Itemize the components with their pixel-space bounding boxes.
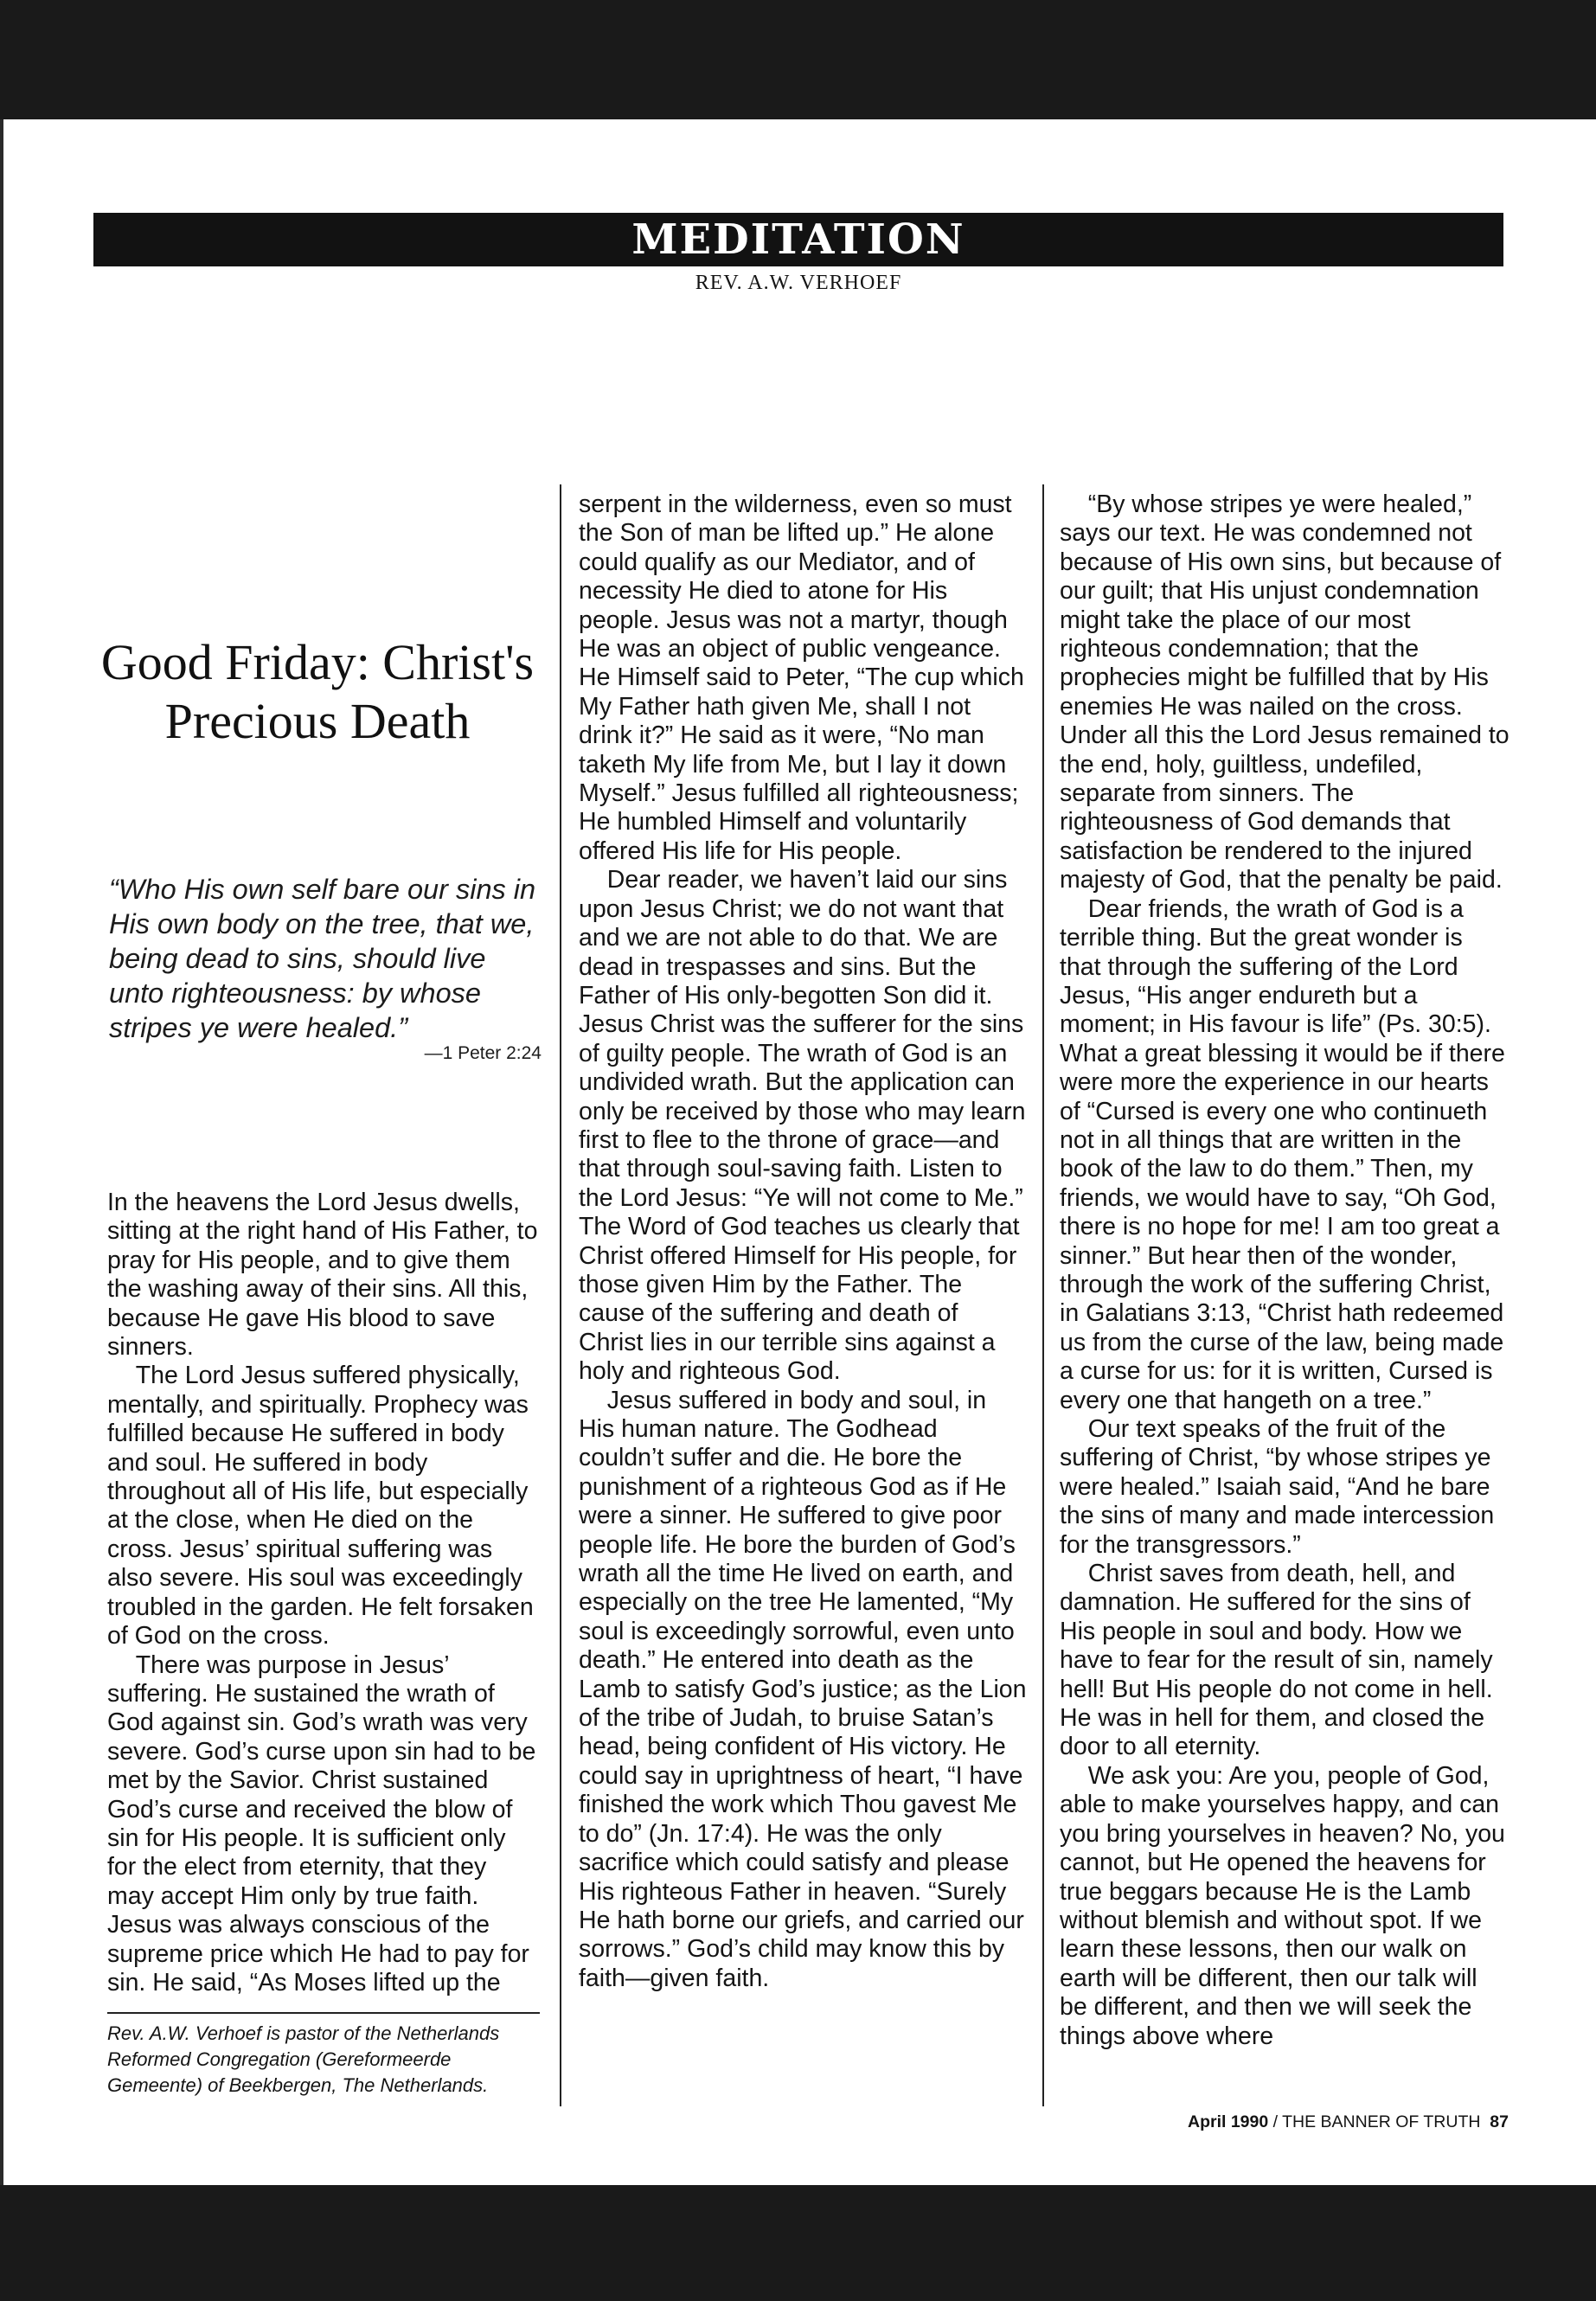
- paragraph: Christ saves from death, hell, and damnation. He suffered for the sins of His people in soul and body. How we have to fear for the result of sin, namely hell! But His people do not come in hell. He was in hell for them, and closed the door to all eternity.: [1060, 1560, 1493, 1761]
- publication-name: THE BANNER OF TRUTH: [1282, 2112, 1481, 2131]
- paragraph: Dear reader, we haven’t laid our sins upon Jesus Christ; we do not want that and we are not able to do that. We are dead in trespasses and sins. But the Father of His only-begotten Son did it. Jesus Christ was the sufferer for the sins of guilty people. The wrath of God is an undivided wrath. But the application can only be received by those who may learn first to flee to the throne of grace—and that through soul-saving faith. Listen to the Lord Jesus: “Ye will not come to Me.” The Word of God teaches us clearly that Christ offered Himself for His people, for those given Him by the Father. The cause of the suffering and death of Christ lies in our terrible sins against a holy and righteous God.: [579, 866, 1026, 1386]
- scan-border-top: [0, 0, 1596, 119]
- paragraph: Our text speaks of the fruit of the suffering of Christ, “by whose stripes ye were healed.” Isaiah said, “And he bare the sins of many and made intercession for the transgressors.”: [1060, 1415, 1495, 1559]
- epigraph-reference: —1 Peter 2:24: [424, 1043, 542, 1063]
- author-note-rule: [107, 2012, 540, 2014]
- scan-border-bottom: [0, 2185, 1596, 2301]
- paragraph: serpent in the wilderness, even so must the Son of man be lifted up.” He alone could qualify as our Mediator, and of necessity He died to atone for His people. Jesus was not a martyr, though He was an object of public vengeance. He Himself said to Peter, “The cup which My Father hath given Me, shall I not drink it?” He said as it were, “No man taketh My life from Me, but I lay it down Myself.” Jesus fulfilled all righteousness; He humbled Himself and voluntarily offered His life for His people.: [579, 490, 1024, 865]
- footer-separator: /: [1268, 2112, 1283, 2131]
- page-number: 87: [1490, 2112, 1509, 2131]
- article-title: Good Friday: Christ's Precious Death: [100, 634, 535, 749]
- column-divider: [1042, 484, 1044, 2106]
- page-footer: [1142, 2112, 1509, 2132]
- author-byline: REV. A.W. VERHOEF: [695, 272, 902, 294]
- body-column-1: [107, 1189, 540, 1997]
- epigraph-verse: “Who His own self bare our sins in His own body on the tree, that we, being dead to sins, should live unto righteousness: by whose stripes ye were healed.”: [109, 874, 536, 1043]
- issue-date: April 1990: [1188, 2112, 1269, 2131]
- body-column-3: [1060, 490, 1509, 2051]
- column-divider: [560, 484, 561, 2106]
- paragraph: There was purpose in Jesus’ suffering. He sustained the wrath of God against sin. God’s wrath was very severe. God’s curse upon sin had to be met by the Savior. Christ sustained God’s curse and received the blow of sin for His people. It is sufficient only for the elect from eternity, that they may accept Him only by true faith. Jesus was always conscious of the supreme price which He had to pay for sin. He said, “As Moses lifted up the: [107, 1650, 536, 1997]
- paragraph: “By whose stripes ye were healed,” says our text. He was condemned not because of His own sins, but because of our guilt; that His unjust condemnation might take the place of our most righteous condemnation; that the prophecies might be fulfilled that by His enemies He was nailed on the cross. Under all this the Lord Jesus remained to the end, holy, guiltless, undefiled, separate from sinners. The righteousness of God demands that satisfaction be rendered to the injured majesty of God, that the penalty be paid.: [1060, 490, 1509, 894]
- scan-border-left: [0, 119, 3, 2185]
- paragraph: Dear friends, the wrath of God is a terrible thing. But the great wonder is that through the suffering of the Lord Jesus, “His anger endureth but a moment; in His favour is life” (Ps. 30:5). What a great blessing it would be if there were more the experience in our hearts of “Cursed is every one who continueth not in all things that are written in the book of the law to do them.” Then, my friends, we would have to say, “Oh God, there is no hope for me! I am too great a sinner.” But hear then of the wonder, through the work of the suffering Christ, in Galatians 3:13, “Christ hath redeemed us from the curse of the law, being made a curse for us: for it is written, Cursed is every one that hangeth on a tree.”: [1060, 894, 1505, 1414]
- paragraph: Jesus suffered in body and soul, in His human nature. The Godhead couldn’t suffer and die. He bore the punishment of a righteous God as if He were a sinner. He suffered to give poor people life. He bore the burden of God’s wrath all the time He lived on earth, and especially on the tree He lamented, “My soul is exceedingly sorrowful, even unto death.” He entered into death as the Lamb to satisfy God’s justice; as the Lion of the tribe of Judah, to bruise Satan’s head, being confident of His victory. He could say in uprightness of heart, “I have finished the work which Thou gavest Me to do” (Jn. 17:4). He was the only sacrifice which could satisfy and please His righteous Father in heaven. “Surely He hath borne our griefs, and carried our sorrows.” God’s child may know this by faith—given faith.: [579, 1386, 1027, 1992]
- author-note: Rev. A.W. Verhoef is pastor of the Netherlands Reformed Congregation (Gereformeerde Gemeente) of Beekbergen, The Netherlands.: [107, 2022, 500, 2096]
- section-title: MEDITATION: [631, 215, 965, 264]
- section-banner: [93, 213, 1503, 266]
- body-column-2: [579, 490, 1029, 1993]
- paragraph: We ask you: Are you, people of God, able to make yourselves happy, and can you bring yourselves in heaven? No, you cannot, but He opened the heavens for true beggars because He is the Lamb without blemish and without spot. If we learn these lessons, then our walk on earth will be different, then our talk will be different, and then we will seek the things above where: [1060, 1761, 1505, 2050]
- paragraph: In the heavens the Lord Jesus dwells, sitting at the right hand of His Father, to pray for His people, and to give them the washing away of their sins. All this, because He gave His blood to save sinners.: [107, 1189, 538, 1362]
- paragraph: The Lord Jesus suffered physically, mentally, and spiritually. Prophecy was fulfilled because He suffered in body and soul. He suffered in body throughout all of His life, but especially at the close, when He died on the cross. Jesus’ spiritual suffering was also severe. His soul was exceedingly troubled in the garden. He felt forsaken of God on the cross.: [107, 1362, 534, 1650]
